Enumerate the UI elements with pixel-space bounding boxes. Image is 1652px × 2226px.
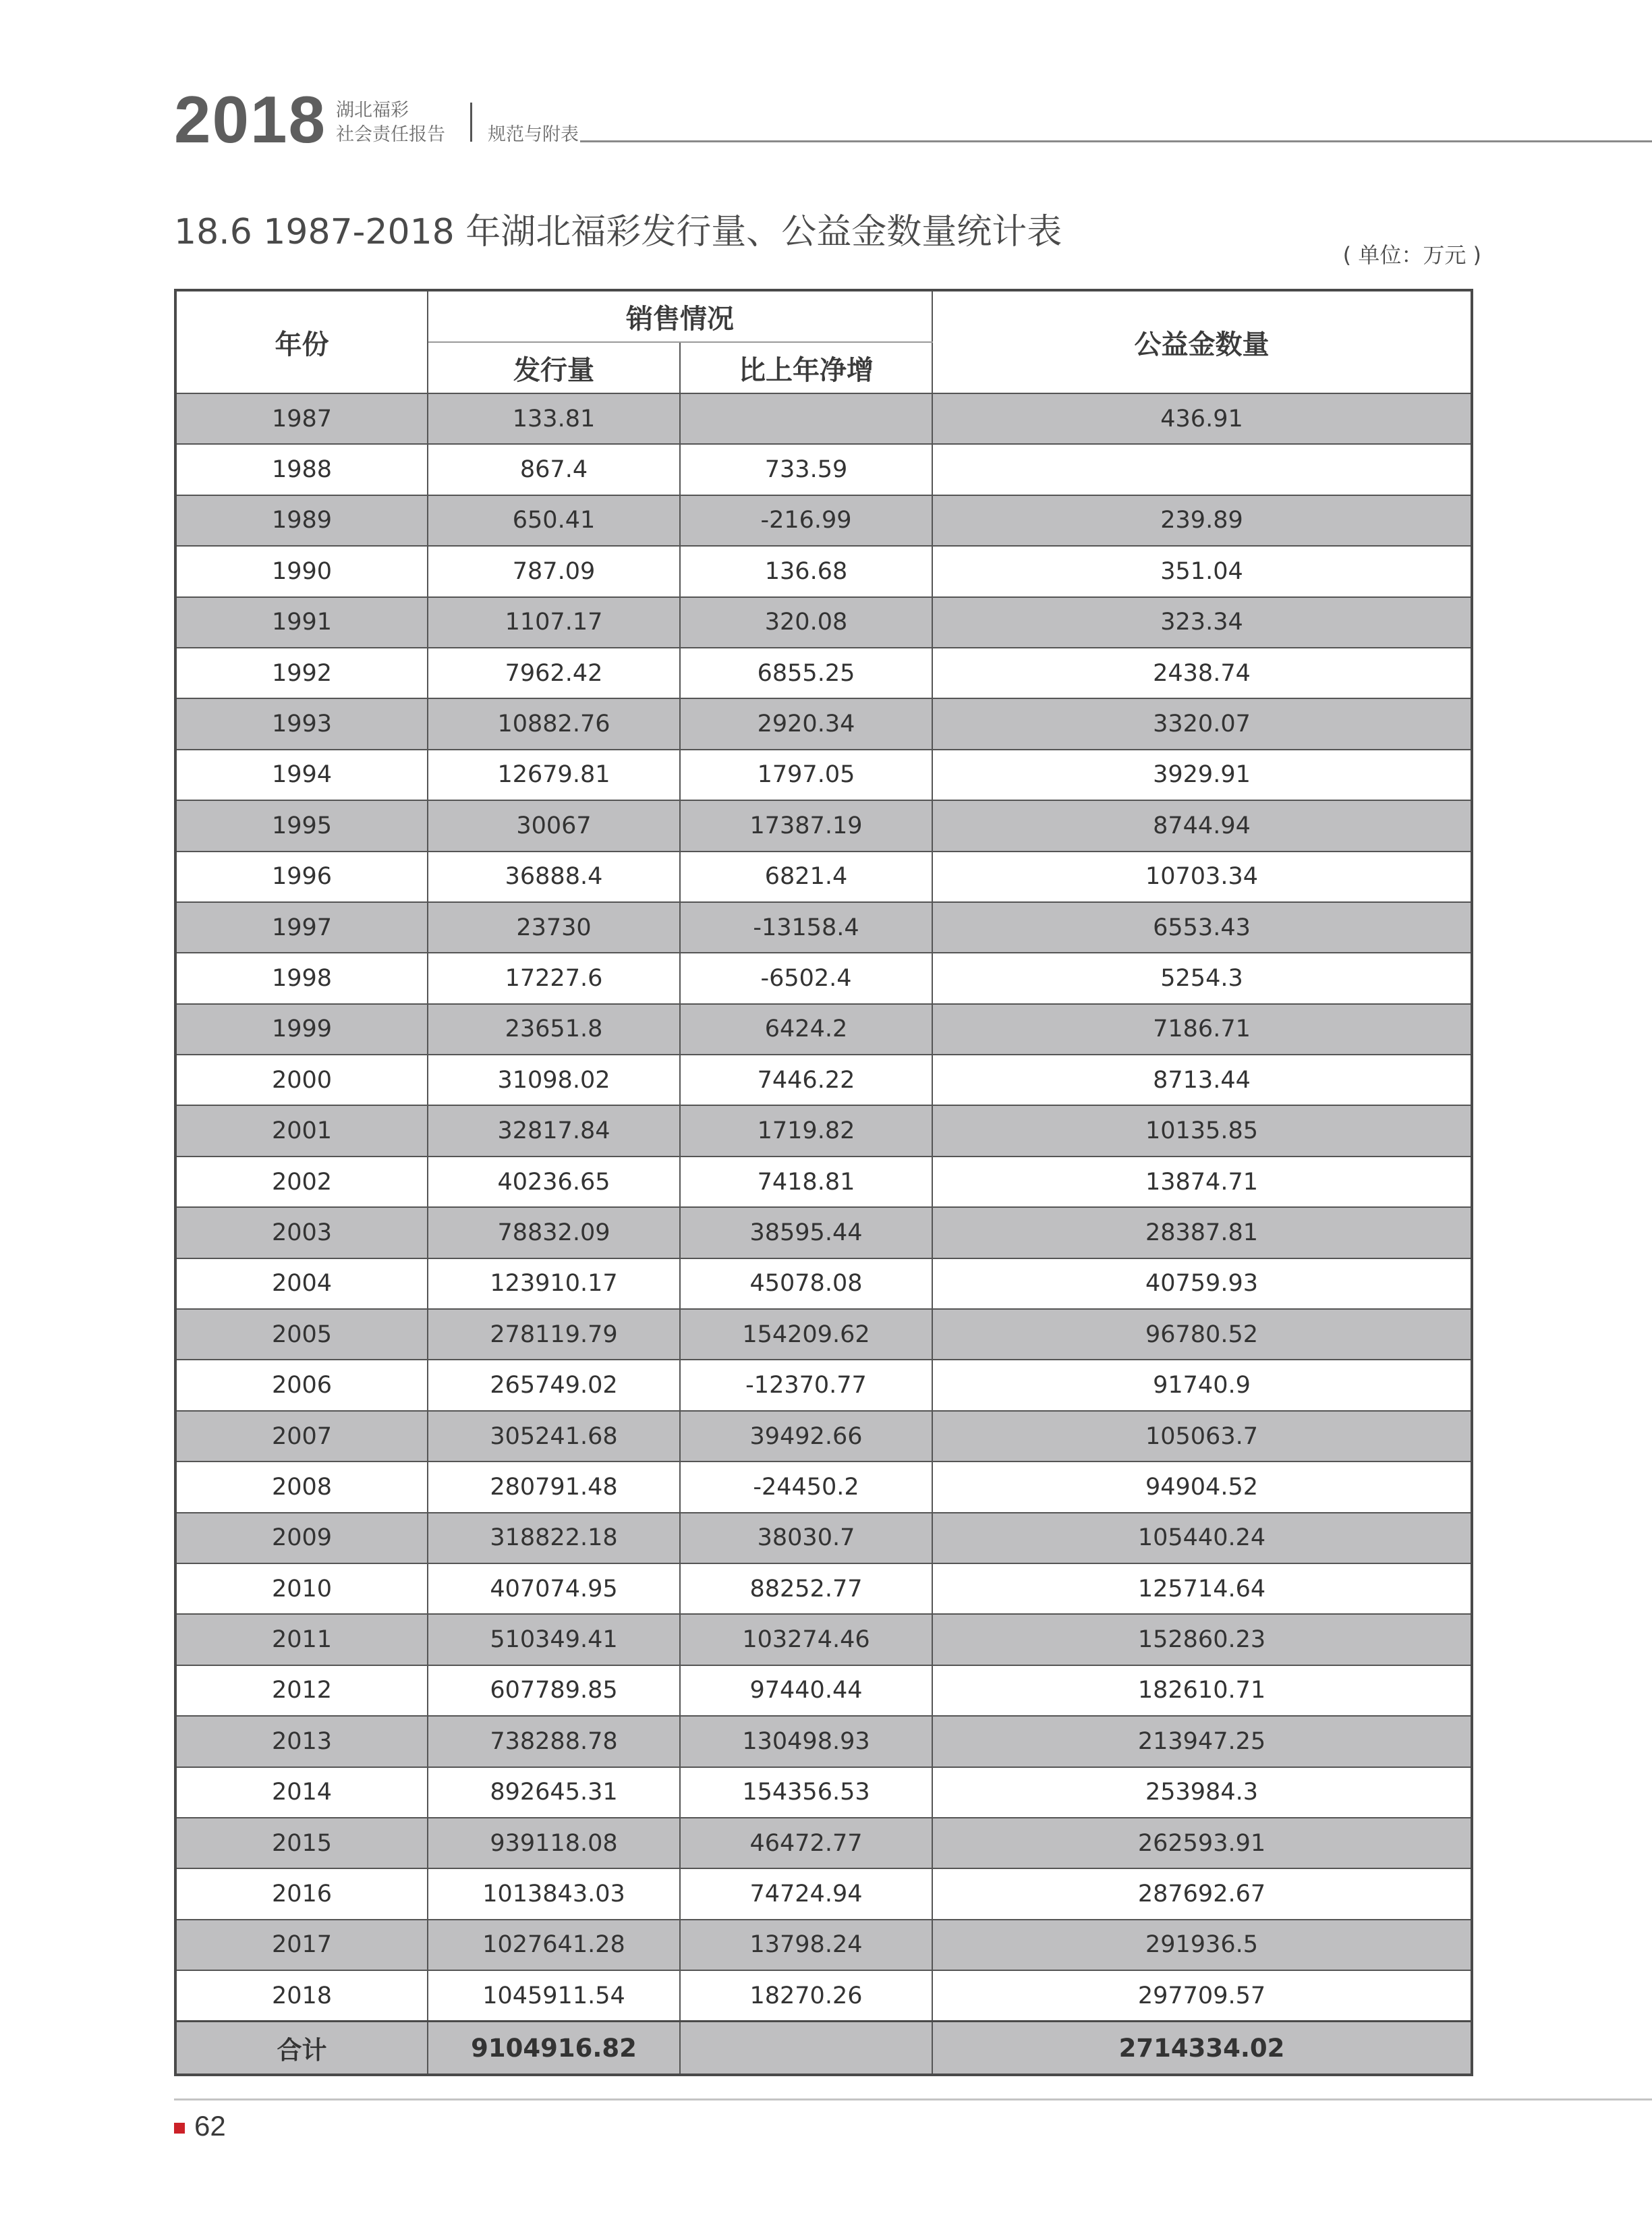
- cell-net-increase: 88252.77: [680, 1563, 932, 1614]
- cell-issuance: 31098.02: [428, 1055, 680, 1105]
- cell-issuance: 1027641.28: [428, 1920, 680, 1970]
- section-name: 规范与附表: [488, 124, 579, 145]
- cell-welfare-fund: 351.04: [932, 546, 1472, 596]
- cell-year: 1989: [175, 495, 428, 546]
- cell-issuance: 123910.17: [428, 1258, 680, 1309]
- total-issuance: 9104916.82: [428, 2022, 680, 2076]
- cell-year: 2008: [175, 1462, 428, 1512]
- cell-issuance: 36888.4: [428, 852, 680, 902]
- cell-issuance: 32817.84: [428, 1105, 680, 1156]
- cell-year: 2001: [175, 1105, 428, 1156]
- cell-net-increase: 136.68: [680, 546, 932, 596]
- header-issuance: 发行量: [428, 342, 680, 393]
- cell-net-increase: 320.08: [680, 597, 932, 648]
- cell-year: 2009: [175, 1513, 428, 1563]
- cell-issuance: 607789.85: [428, 1665, 680, 1716]
- cell-welfare-fund: 10703.34: [932, 852, 1472, 902]
- cell-net-increase: 1797.05: [680, 750, 932, 800]
- table-row: [175, 698, 1472, 749]
- cell-welfare-fund: 105440.24: [932, 1513, 1472, 1563]
- cell-issuance: 17227.6: [428, 953, 680, 1003]
- cell-issuance: 892645.31: [428, 1767, 680, 1818]
- table-row: [175, 1309, 1472, 1360]
- cell-net-increase: -12370.77: [680, 1360, 932, 1410]
- cell-issuance: 650.41: [428, 495, 680, 546]
- cell-issuance: 407074.95: [428, 1563, 680, 1614]
- table-row: [175, 648, 1472, 698]
- cell-issuance: 12679.81: [428, 750, 680, 800]
- table-row: [175, 1665, 1472, 1716]
- cell-welfare-fund: 105063.7: [932, 1411, 1472, 1462]
- cell-net-increase: 39492.66: [680, 1411, 932, 1462]
- cell-welfare-fund: 297709.57: [932, 1970, 1472, 2021]
- cell-net-increase: 45078.08: [680, 1258, 932, 1309]
- cell-net-increase: [680, 393, 932, 444]
- table-row: [175, 1868, 1472, 1919]
- cell-net-increase: 38030.7: [680, 1513, 932, 1563]
- table-row: [175, 1411, 1472, 1462]
- cell-year: 2015: [175, 1818, 428, 1868]
- cell-year: 1992: [175, 648, 428, 698]
- cell-issuance: 939118.08: [428, 1818, 680, 1868]
- cell-issuance: 1045911.54: [428, 1970, 680, 2021]
- cell-welfare-fund: 2438.74: [932, 648, 1472, 698]
- table-row: [175, 1970, 1472, 2021]
- cell-issuance: 7962.42: [428, 648, 680, 698]
- cell-year: 1990: [175, 546, 428, 596]
- cell-welfare-fund: 7186.71: [932, 1004, 1472, 1055]
- cell-year: 1991: [175, 597, 428, 648]
- table-row: [175, 1258, 1472, 1309]
- total-label: 合计: [175, 2022, 428, 2076]
- cell-welfare-fund: 6553.43: [932, 902, 1472, 953]
- cell-welfare-fund: [932, 444, 1472, 495]
- table-row: [175, 546, 1472, 596]
- cell-net-increase: 74724.94: [680, 1868, 932, 1919]
- table-row: [175, 1360, 1472, 1410]
- cell-net-increase: 733.59: [680, 444, 932, 495]
- cell-year: 2013: [175, 1716, 428, 1766]
- cell-year: 2014: [175, 1767, 428, 1818]
- table-row: [175, 953, 1472, 1003]
- cell-welfare-fund: 262593.91: [932, 1818, 1472, 1868]
- cell-year: 2016: [175, 1868, 428, 1919]
- cell-welfare-fund: 182610.71: [932, 1665, 1472, 1716]
- table-row: [175, 1614, 1472, 1665]
- cell-net-increase: 1719.82: [680, 1105, 932, 1156]
- table-row: [175, 800, 1472, 851]
- cell-net-increase: 2920.34: [680, 698, 932, 749]
- table-row: [175, 444, 1472, 495]
- cell-issuance: 278119.79: [428, 1309, 680, 1360]
- cell-welfare-fund: 291936.5: [932, 1920, 1472, 1970]
- table-body: [175, 393, 1472, 2022]
- cell-year: 2002: [175, 1157, 428, 1207]
- cell-issuance: 10882.76: [428, 698, 680, 749]
- cell-year: 2017: [175, 1920, 428, 1970]
- cell-year: 2006: [175, 1360, 428, 1410]
- table-row: [175, 1105, 1472, 1156]
- cell-welfare-fund: 10135.85: [932, 1105, 1472, 1156]
- cell-year: 2004: [175, 1258, 428, 1309]
- table-row: [175, 1513, 1472, 1563]
- cell-net-increase: 6821.4: [680, 852, 932, 902]
- cell-net-increase: 13798.24: [680, 1920, 932, 1970]
- header-sales: 销售情况: [428, 290, 932, 342]
- cell-year: 2012: [175, 1665, 428, 1716]
- cell-issuance: 133.81: [428, 393, 680, 444]
- cell-net-increase: -13158.4: [680, 902, 932, 953]
- cell-welfare-fund: 8744.94: [932, 800, 1472, 851]
- cell-welfare-fund: 91740.9: [932, 1360, 1472, 1410]
- cell-year: 2003: [175, 1207, 428, 1258]
- cell-welfare-fund: 253984.3: [932, 1767, 1472, 1818]
- statistics-table: [174, 289, 1473, 2076]
- cell-year: 1995: [175, 800, 428, 851]
- cell-issuance: 265749.02: [428, 1360, 680, 1410]
- cell-year: 1998: [175, 953, 428, 1003]
- cell-welfare-fund: 40759.93: [932, 1258, 1472, 1309]
- cell-net-increase: 18270.26: [680, 1970, 932, 2021]
- cell-net-increase: 38595.44: [680, 1207, 932, 1258]
- cell-year: 1993: [175, 698, 428, 749]
- page-marker: [174, 2123, 185, 2134]
- cell-net-increase: -216.99: [680, 495, 932, 546]
- cell-year: 1996: [175, 852, 428, 902]
- table-row: [175, 1207, 1472, 1258]
- cell-year: 1994: [175, 750, 428, 800]
- table-row: [175, 1462, 1472, 1512]
- cell-issuance: 787.09: [428, 546, 680, 596]
- cell-issuance: 23651.8: [428, 1004, 680, 1055]
- cell-net-increase: 130498.93: [680, 1716, 932, 1766]
- cell-issuance: 1107.17: [428, 597, 680, 648]
- table-row: [175, 1055, 1472, 1105]
- cell-year: 1999: [175, 1004, 428, 1055]
- cell-net-increase: -6502.4: [680, 953, 932, 1003]
- cell-welfare-fund: 28387.81: [932, 1207, 1472, 1258]
- header-subtitle-line2: 社会责任报告: [336, 124, 445, 145]
- unit-label: ( 单位：万元 ): [1342, 242, 1481, 268]
- table-row: [175, 1157, 1472, 1207]
- footer-rule: [174, 2098, 1652, 2100]
- cell-welfare-fund: 287692.67: [932, 1868, 1472, 1919]
- page-title: 18.6 1987-2018 年湖北福彩发行量、公益金数量统计表: [174, 212, 1062, 252]
- cell-welfare-fund: 152860.23: [932, 1614, 1472, 1665]
- table-row: [175, 1716, 1472, 1766]
- cell-issuance: 78832.09: [428, 1207, 680, 1258]
- cell-net-increase: -24450.2: [680, 1462, 932, 1512]
- cell-issuance: 1013843.03: [428, 1868, 680, 1919]
- table-row: [175, 902, 1472, 953]
- cell-welfare-fund: 323.34: [932, 597, 1472, 648]
- cell-issuance: 40236.65: [428, 1157, 680, 1207]
- cell-year: 1997: [175, 902, 428, 953]
- table-row: [175, 1920, 1472, 1970]
- cell-net-increase: 97440.44: [680, 1665, 932, 1716]
- cell-year: 1988: [175, 444, 428, 495]
- cell-net-increase: 154356.53: [680, 1767, 932, 1818]
- cell-year: 1987: [175, 393, 428, 444]
- table-row: [175, 852, 1472, 902]
- cell-net-increase: 6855.25: [680, 648, 932, 698]
- table-row: [175, 1563, 1472, 1614]
- table-row: [175, 750, 1472, 800]
- cell-year: 2000: [175, 1055, 428, 1105]
- total-row: [175, 2022, 1472, 2076]
- header-net-increase: 比上年净增: [680, 342, 932, 393]
- cell-welfare-fund: 8713.44: [932, 1055, 1472, 1105]
- cell-issuance: 305241.68: [428, 1411, 680, 1462]
- cell-net-increase: 103274.46: [680, 1614, 932, 1665]
- cell-net-increase: 17387.19: [680, 800, 932, 851]
- cell-welfare-fund: 125714.64: [932, 1563, 1472, 1614]
- cell-welfare-fund: 96780.52: [932, 1309, 1472, 1360]
- header-year: 年份: [175, 290, 428, 393]
- cell-net-increase: 7446.22: [680, 1055, 932, 1105]
- page-number: 62: [194, 2110, 226, 2142]
- header-rule: [580, 140, 1652, 142]
- table-total: [175, 2022, 1472, 2076]
- table-header: [175, 290, 1472, 393]
- cell-net-increase: 46472.77: [680, 1818, 932, 1868]
- report-year: 2018: [174, 82, 327, 157]
- cell-issuance: 23730: [428, 902, 680, 953]
- cell-welfare-fund: 239.89: [932, 495, 1472, 546]
- table-row: [175, 1767, 1472, 1818]
- cell-year: 2010: [175, 1563, 428, 1614]
- cell-issuance: 867.4: [428, 444, 680, 495]
- header-divider: [470, 103, 472, 142]
- cell-net-increase: 6424.2: [680, 1004, 932, 1055]
- header-welfare-fund: 公益金数量: [932, 290, 1472, 393]
- cell-net-increase: 7418.81: [680, 1157, 932, 1207]
- total-welfare-fund: 2714334.02: [932, 2022, 1472, 2076]
- cell-issuance: 510349.41: [428, 1614, 680, 1665]
- cell-issuance: 280791.48: [428, 1462, 680, 1512]
- cell-welfare-fund: 3320.07: [932, 698, 1472, 749]
- cell-net-increase: 154209.62: [680, 1309, 932, 1360]
- table-row: [175, 597, 1472, 648]
- table-row: [175, 1004, 1472, 1055]
- cell-welfare-fund: 3929.91: [932, 750, 1472, 800]
- cell-welfare-fund: 5254.3: [932, 953, 1472, 1003]
- cell-year: 2018: [175, 1970, 428, 2021]
- cell-welfare-fund: 94904.52: [932, 1462, 1472, 1512]
- table-row: [175, 1818, 1472, 1868]
- cell-issuance: 738288.78: [428, 1716, 680, 1766]
- table-row: [175, 393, 1472, 444]
- cell-welfare-fund: 436.91: [932, 393, 1472, 444]
- table-row: [175, 495, 1472, 546]
- cell-welfare-fund: 13874.71: [932, 1157, 1472, 1207]
- cell-year: 2007: [175, 1411, 428, 1462]
- cell-year: 2005: [175, 1309, 428, 1360]
- cell-year: 2011: [175, 1614, 428, 1665]
- cell-issuance: 318822.18: [428, 1513, 680, 1563]
- header-subtitle-line1: 湖北福彩: [336, 100, 409, 121]
- cell-issuance: 30067: [428, 800, 680, 851]
- total-net-increase: [680, 2022, 932, 2076]
- cell-welfare-fund: 213947.25: [932, 1716, 1472, 1766]
